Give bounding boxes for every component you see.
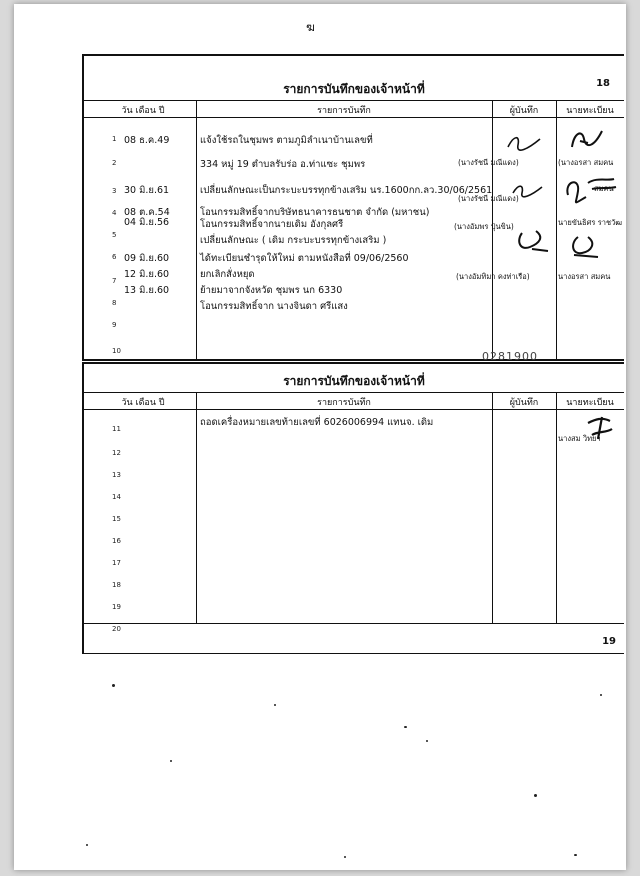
row-number: 11: [112, 425, 121, 433]
row-number: 13: [112, 471, 121, 479]
entry-text: โอนกรรมสิทธิ์จากบริษัทธนาคารธนชาต จำกัด (มหาชน): [200, 207, 430, 218]
scan-speck: [426, 740, 428, 742]
record-table: [84, 392, 624, 633]
row-number: 2: [112, 159, 117, 167]
col-divider: [556, 393, 557, 623]
record-section-1: [82, 54, 624, 361]
scan-speck: [170, 760, 172, 762]
row-number: 12: [112, 449, 121, 457]
header-entry: รายการบันทึก: [317, 106, 371, 116]
scan-speck: [574, 854, 577, 856]
entry-text: เปลี่ยนลักษณะเป็นกระบะบรรทุกข้างเสริม นร.1600กก.ลว.30/06/2561: [200, 185, 493, 196]
section-bottom-border: [84, 653, 624, 654]
entry-text: ย้ายมาจากจังหวัด ชุมพร นก 6330: [200, 285, 343, 296]
row-number: 9: [112, 321, 117, 329]
registrar-signature-mark: [568, 231, 604, 259]
entry-text: โอนกรรมสิทธิ์จากนายเดิม อังกุลศรี: [200, 219, 344, 230]
col-divider: [196, 393, 197, 623]
row-number: 10: [112, 347, 121, 355]
serial-number: 0281900: [482, 350, 538, 363]
recorder-signature: (นางรัชนี มณีแดง): [458, 158, 519, 167]
row-number: 3: [112, 187, 117, 195]
registrar-signature: สมคน: [594, 184, 614, 193]
entry-text: ยกเลิกสั่งหยุด: [200, 269, 255, 280]
section-title: รายการบันทึกของเจ้าหน้าที่: [283, 374, 425, 388]
scan-speck: [86, 844, 88, 846]
page-number: 19: [602, 636, 616, 647]
entry-text: เปลี่ยนลักษณะ ( เดิม กระบะบรรทุกข้างเสริม ): [200, 235, 387, 246]
scan-speck: [344, 856, 346, 858]
header-recorder: ผู้บันทึก: [509, 398, 539, 408]
scan-speck: [274, 704, 276, 706]
entry-date: 08 ต.ค.54: [124, 207, 170, 218]
entry-text: ได้ทะเบียนชำรุดให้ใหม่ ตามหนังสือที่ 09/06/2560: [200, 253, 409, 264]
entry-text: แจ้งใช้รถในชุมพร ตามภูมิลำเนาบ้านเลขที่: [200, 135, 373, 146]
entry-date: 04 มิ.ย.56: [124, 217, 170, 228]
top-mark: ฆ: [306, 20, 315, 34]
row-number: 18: [112, 581, 121, 589]
record-table: [84, 100, 624, 361]
header-date: วัน เดือน ปี: [121, 106, 165, 116]
recorder-signature: (นางอัมทิมา คงท่าเรือ): [456, 272, 530, 281]
recorder-signature-mark: [514, 227, 552, 255]
row-number: 4: [112, 209, 117, 217]
entry-date: 08 ธ.ค.49: [124, 135, 170, 146]
header-date: วัน เดือน ปี: [121, 398, 165, 408]
row-number: 20: [112, 625, 121, 633]
scan-speck: [600, 694, 602, 696]
row-number: 16: [112, 537, 121, 545]
row-number: 14: [112, 493, 121, 501]
registrar-signature: (นางอรสา สมคน: [558, 158, 614, 167]
row-number: 17: [112, 559, 121, 567]
entry-date: 13 มิ.ย.60: [124, 285, 170, 296]
registrar-signature: นางสม วิทยา: [558, 434, 601, 443]
scan-speck: [112, 684, 115, 687]
entry-date: 12 มิ.ย.60: [124, 269, 170, 280]
col-divider: [556, 101, 557, 361]
registrar-signature-mark: [566, 127, 606, 151]
registrar-signature: นางอรสา สมคน: [558, 272, 611, 281]
row-number: 8: [112, 299, 117, 307]
row-number: 15: [112, 515, 121, 523]
col-divider: [196, 101, 197, 361]
table-header: [84, 101, 624, 118]
scan-speck: [404, 726, 407, 728]
header-registrar: นายทะเบียน: [566, 106, 614, 116]
section-title: รายการบันทึกของเจ้าหน้าที่: [283, 82, 425, 96]
record-section-2: [82, 362, 624, 654]
row-number: 1: [112, 135, 117, 143]
entry-date: 09 มิ.ย.60: [124, 253, 170, 264]
section-bottom-border: [84, 359, 624, 361]
recorder-signature: (นางอัมพร ปุ่นขิน): [454, 222, 514, 231]
row-number: 6: [112, 253, 117, 261]
document-page: [14, 4, 626, 870]
table-header: [84, 393, 624, 410]
scan-speck: [534, 794, 537, 797]
recorder-signature: (นางรัชนี มณีแดง): [458, 194, 519, 203]
row-number: 19: [112, 603, 121, 611]
entry-text: 334 หมู่ 19 ตำบลรับร่อ อ.ท่าแซะ ชุมพร: [200, 159, 366, 170]
recorder-signature-mark: [504, 131, 544, 153]
entry-text: ถอดเครื่องหมายเลขท้ายเลขที่ 6026006994 แทนจ. เดิม: [200, 417, 434, 428]
header-recorder: ผู้บันทึก: [509, 106, 539, 116]
registrar-signature: นายขันธิศร ราชวัฒ: [558, 218, 623, 227]
row-number: 7: [112, 277, 117, 285]
page-number: 18: [596, 78, 610, 89]
header-registrar: นายทะเบียน: [566, 398, 614, 408]
header-entry: รายการบันทึก: [317, 398, 371, 408]
entry-date: 30 มิ.ย.61: [124, 185, 170, 196]
row-number: 5: [112, 231, 117, 239]
col-divider: [492, 393, 493, 623]
entry-text: โอนกรรมสิทธิ์จาก นางจินดา ศรีแสง: [200, 301, 348, 312]
